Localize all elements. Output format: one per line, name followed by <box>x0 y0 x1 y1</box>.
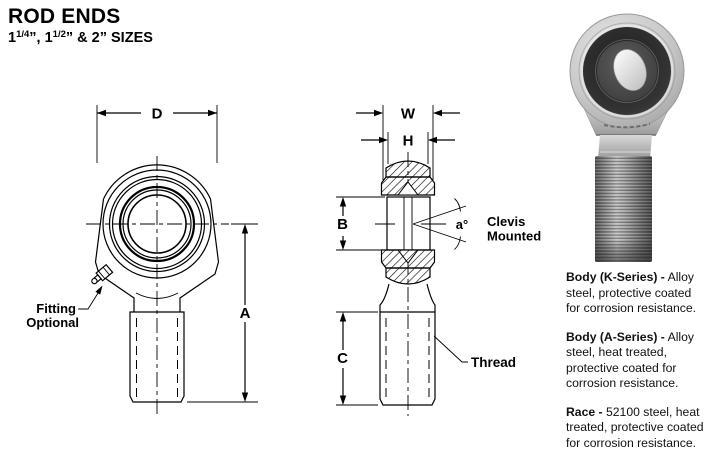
dimension-d <box>97 105 217 163</box>
product-photo <box>556 4 704 266</box>
spec-lead: Body (K-Series) - <box>566 270 665 284</box>
size-fraction-2: 1/2 <box>52 29 66 40</box>
photo-threaded-shank <box>595 156 652 262</box>
spec-lead: Body (A-Series) - <box>566 329 665 344</box>
section-shank <box>380 284 435 405</box>
dim-label-c: C <box>337 350 348 367</box>
clevis-note-line2: Mounted <box>487 228 542 244</box>
material-specs <box>566 270 706 464</box>
size-prefix: 1 <box>8 30 17 46</box>
grease-fitting <box>89 265 112 287</box>
section-ball-housing <box>375 161 446 284</box>
fitting-note-line2: Optional <box>26 315 79 330</box>
size-fraction-1: 1/4 <box>16 29 30 40</box>
section-view-drawing <box>336 105 541 416</box>
fitting-note-line1: Fitting <box>36 301 76 316</box>
page-title: ROD ENDS <box>8 5 121 28</box>
spec-text: Alloy steel, protective coated for corrosion resistance. <box>566 270 697 315</box>
dim-label-a: A <box>239 305 251 322</box>
technical-drawings <box>0 60 556 464</box>
front-view-drawing <box>26 105 258 418</box>
size-mid: ”, 1 <box>29 30 53 46</box>
spec-body-a-series <box>566 330 706 392</box>
thread-leader-line <box>434 336 468 362</box>
spec-text: Alloy steel, heat treated, protective coated for corrosion resistance. <box>566 329 695 390</box>
dimension-c <box>336 312 378 405</box>
thread-label: Thread <box>471 355 517 370</box>
size-suffix: ” & 2” SIZES <box>65 30 153 46</box>
dim-label-w: W <box>400 105 416 123</box>
dim-label-d: D <box>151 105 163 123</box>
spec-text: 52100 steel, heat treated, protective coated for corrosion resistance. <box>566 404 704 450</box>
photo-head <box>570 14 684 128</box>
fitting-leader-line <box>78 286 103 310</box>
dimension-a <box>187 224 258 402</box>
clevis-note-line1: Clevis <box>487 214 526 229</box>
dimension-b <box>336 197 385 250</box>
dim-label-b: B <box>337 216 348 233</box>
spec-race <box>566 405 706 452</box>
angle-label: a° <box>455 217 469 232</box>
size-subtitle <box>8 29 153 46</box>
spec-lead: Race - <box>566 404 603 419</box>
spec-body-k-series <box>566 270 706 317</box>
dim-label-h: H <box>402 132 414 150</box>
